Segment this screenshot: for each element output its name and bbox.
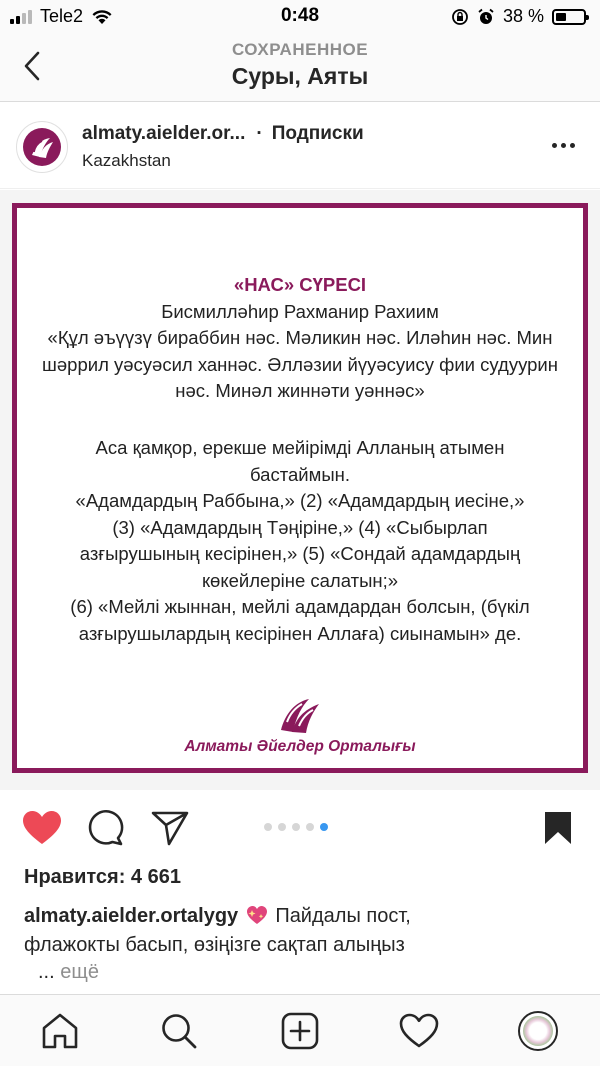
avatar[interactable]: [16, 121, 68, 173]
carousel-dot: [320, 823, 328, 831]
caption-username[interactable]: almaty.aielder.ortalygy: [24, 905, 239, 927]
search-icon: [160, 1012, 198, 1050]
more-dot: [552, 143, 557, 148]
alarm-icon: [477, 8, 495, 26]
translation-line: азғырушылардың кесірінен Аллаға) сиынамын» де.: [78, 622, 522, 644]
sura-line: шәррил уәсуәсил ханнәс. Әлләзии йүуәсуису фии судуурин: [42, 353, 558, 375]
translation-line: азғырушының кесірінен,» (5) «Сондай адамдардың: [79, 543, 521, 564]
share-button[interactable]: [148, 806, 192, 850]
post-image[interactable]: [0, 190, 600, 790]
separator-dot: ·: [256, 123, 263, 144]
translation-line: (6) «Мейлі жыннан, мейлі адамдардан болсын, (бүкіл: [70, 596, 530, 617]
comment-button[interactable]: [84, 806, 128, 850]
nav-header: [0, 34, 600, 102]
more-dot: [570, 143, 575, 148]
status-right: [451, 6, 586, 27]
sura-text-block: [17, 272, 583, 405]
carousel-dot: [264, 823, 272, 831]
tab-profile[interactable]: [516, 1009, 560, 1053]
org-logo-icon: [22, 127, 62, 167]
post-username[interactable]: almaty.aielder.or...: [82, 123, 246, 144]
save-button[interactable]: [536, 806, 580, 850]
tab-home[interactable]: [38, 1009, 82, 1053]
tab-bar: [0, 994, 600, 1066]
carousel-dot: [278, 823, 286, 831]
carrier-label: Tele2: [40, 6, 84, 26]
tab-search[interactable]: [157, 1009, 201, 1053]
sura-line: Бисмилләһир Рахманир Рахиим: [161, 300, 439, 322]
translation-text-block: [17, 435, 583, 647]
page-title: Суры, Аяты: [231, 63, 369, 89]
status-bar: [0, 0, 600, 34]
carousel-dot: [292, 823, 300, 831]
likes-count[interactable]: Нравится: 4 661: [24, 866, 181, 888]
translation-line: (3) «Адамдардың Тәңіріне,» (4) «Сыбырлап: [112, 516, 488, 538]
org-logo-icon: [275, 692, 325, 738]
org-name: Алматы Әйелдер Орталығы: [184, 738, 416, 755]
follow-status-button[interactable]: Подписки: [271, 123, 364, 144]
caption: [24, 902, 584, 960]
bookmark-filled-icon: [543, 810, 573, 846]
nav-subtitle: СОХРАНЕННОЕ: [231, 40, 369, 59]
post-image-frame: [12, 203, 588, 773]
tab-add[interactable]: [278, 1009, 322, 1053]
translation-line: бастаймын.: [250, 463, 350, 485]
status-time: 0:48: [280, 5, 320, 26]
translation-line: көкейлеріне салатын;»: [201, 569, 399, 591]
comment-icon: [87, 809, 125, 847]
sparkling-heart-icon: [246, 905, 268, 925]
like-button[interactable]: [20, 806, 64, 850]
more-dot: [561, 143, 566, 148]
caption-more-link[interactable]: [38, 961, 99, 984]
caption-text: Пайдалы пост,: [275, 905, 411, 927]
battery-percent: 38 %: [502, 6, 544, 26]
carousel-dot: [306, 823, 314, 831]
battery-fill: [556, 13, 566, 21]
sura-line: нәс. Минәл жиннәти уәннәс»: [175, 380, 425, 401]
more-ellipsis: ...: [38, 961, 55, 983]
heart-outline-icon: [399, 1013, 439, 1049]
battery-icon: [552, 9, 586, 25]
post-actions: [0, 800, 600, 856]
tab-activity[interactable]: [397, 1009, 441, 1053]
post-location[interactable]: Kazakhstan: [82, 151, 171, 170]
sura-title: «НАС» СҮРЕСІ: [233, 274, 367, 295]
add-icon: [281, 1012, 319, 1050]
translation-line: «Адамдардың Раббына,» (2) «Адамдардың иесіне,»: [75, 490, 525, 511]
sura-line: «Құл әъүүзү бираббин нәс. Мәликин нәс. Иләһин нәс. Мин: [47, 327, 553, 348]
post-header: [0, 103, 600, 189]
rotation-lock-icon: [451, 8, 469, 26]
paper-plane-icon: [151, 810, 189, 846]
home-icon: [41, 1012, 79, 1050]
caption-text-line2: флажокты басып, өзіңізге сақтап алыңыз: [24, 934, 405, 956]
heart-filled-icon: [22, 810, 62, 846]
profile-avatar-image: [523, 1016, 553, 1046]
more-label: ещё: [60, 961, 99, 983]
carousel-dots: [264, 823, 328, 831]
more-options-button[interactable]: [552, 135, 578, 155]
post-user-line: [82, 123, 364, 145]
profile-avatar: [518, 1011, 558, 1051]
translation-line: Аса қамқор, ерекше мейірімді Алланың атымен: [95, 437, 505, 458]
